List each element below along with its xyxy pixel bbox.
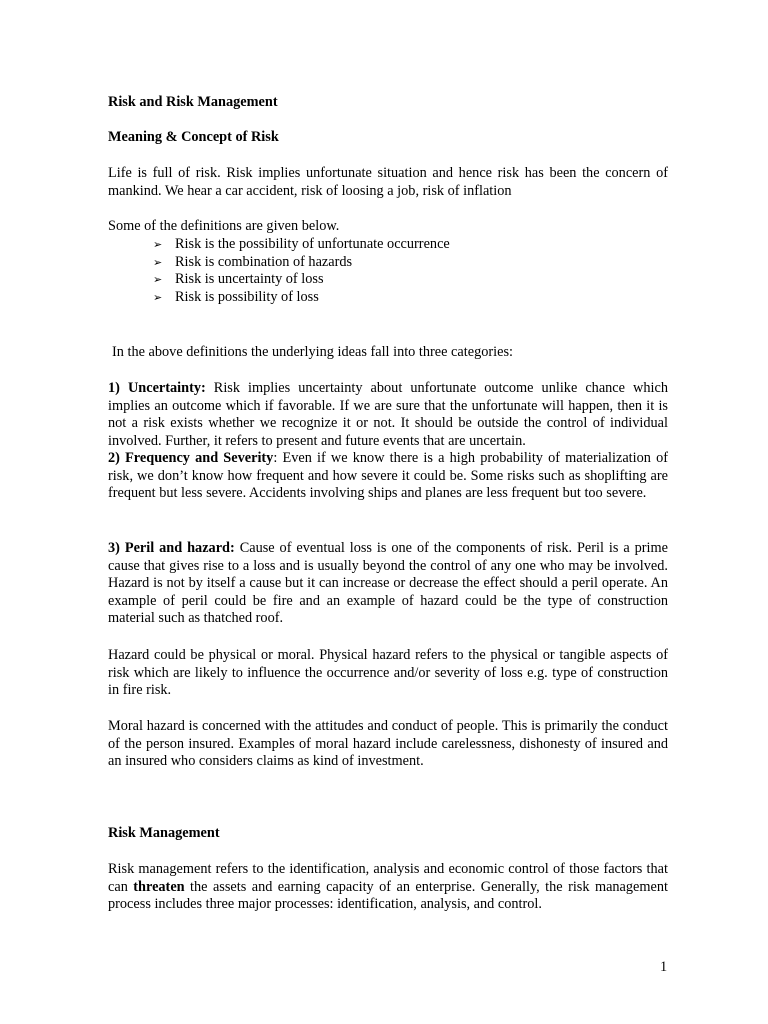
risk-management-paragraph: Risk management refers to the identification, analysis and economic control of those factors that can threaten the assets and earning capacity of an enterprise. Generally, the risk management process includes three major processes: identification, analysis, and control.: [108, 861, 668, 912]
categories-block: [108, 380, 668, 503]
arrow-bullet-icon: ➢: [153, 255, 163, 269]
section-heading-risk-management: Risk Management: [108, 825, 220, 841]
category-label: 1) Uncertainty:: [108, 380, 206, 396]
section-heading-risk-concept: Meaning & Concept of Risk: [108, 129, 279, 145]
definitions-list: [153, 236, 450, 306]
page-number: 1: [660, 959, 668, 975]
categories-intro: In the above definitions the underlying ideas fall into three categories:: [112, 344, 513, 360]
category-label: 3) Peril and hazard:: [108, 540, 235, 556]
category-text: : Even if we know there is a high probability of materialization of risk, we don’t know how frequent and how severe it could be. Some risks such as shoplifting are frequent but less severe. Accidents involving ships and planes are less frequent but too severe.: [108, 450, 668, 501]
arrow-bullet-icon: ➢: [153, 290, 163, 304]
hazard-paragraph: Hazard could be physical or moral. Physical hazard refers to the physical or tangible aspects of risk which are likely to influence the occurrence and/or severity of loss e.g. type of construction in fire risk.: [108, 647, 668, 698]
list-item: ➢ Risk is the possibility of unfortunate occurrence: [153, 236, 450, 252]
document-title: Risk and Risk Management: [108, 94, 278, 110]
definitions-intro: Some of the definitions are given below.: [108, 218, 340, 234]
arrow-bullet-icon: ➢: [153, 273, 163, 286]
category-text: Risk implies uncertainty about unfortunate outcome unlike chance which implies an outcome which if favorable. If we are sure that the unfortunate will happen, then it is not a risk exists whether we recognize it or not. It should be outside the control of individual involved. Further, it refers to present and future events that are uncertain.: [108, 380, 668, 449]
list-item: ➢ Risk is possibility of loss: [153, 288, 319, 305]
intro-paragraph: Life is full of risk. Risk implies unfortunate situation and hence risk has been the concern of mankind. We hear a car accident, risk of loosing a job, risk of inflation: [108, 165, 668, 199]
category-peril-hazard: [108, 540, 668, 628]
list-item: ➢ Risk is uncertainty of loss: [153, 271, 324, 287]
category-frequency-severity: [108, 450, 668, 503]
category-label: 2) Frequency and Severity: [108, 450, 274, 466]
list-item: ➢ Risk is combination of hazards: [153, 253, 353, 270]
moral-hazard-paragraph: Moral hazard is concerned with the attitudes and conduct of people. This is primarily the conduct of the person insured. Examples of moral hazard include carelessness, dishonesty of insured and an insured who considers claims as kind of investment.: [108, 718, 668, 769]
category-text: Cause of eventual loss is one of the components of risk. Peril is a prime cause that gives rise to a loss and is usually beyond the control of any one who may be involved. Hazard is not by itself a cause but it can increase or decrease the effect should a peril operate. An example of peril could be fire and an example of hazard could be the type of construction material such as thatched roof.: [108, 540, 668, 626]
emphasis-threaten: threaten: [133, 878, 185, 895]
arrow-bullet-icon: ➢: [153, 238, 163, 251]
category-uncertainty: [108, 380, 668, 450]
